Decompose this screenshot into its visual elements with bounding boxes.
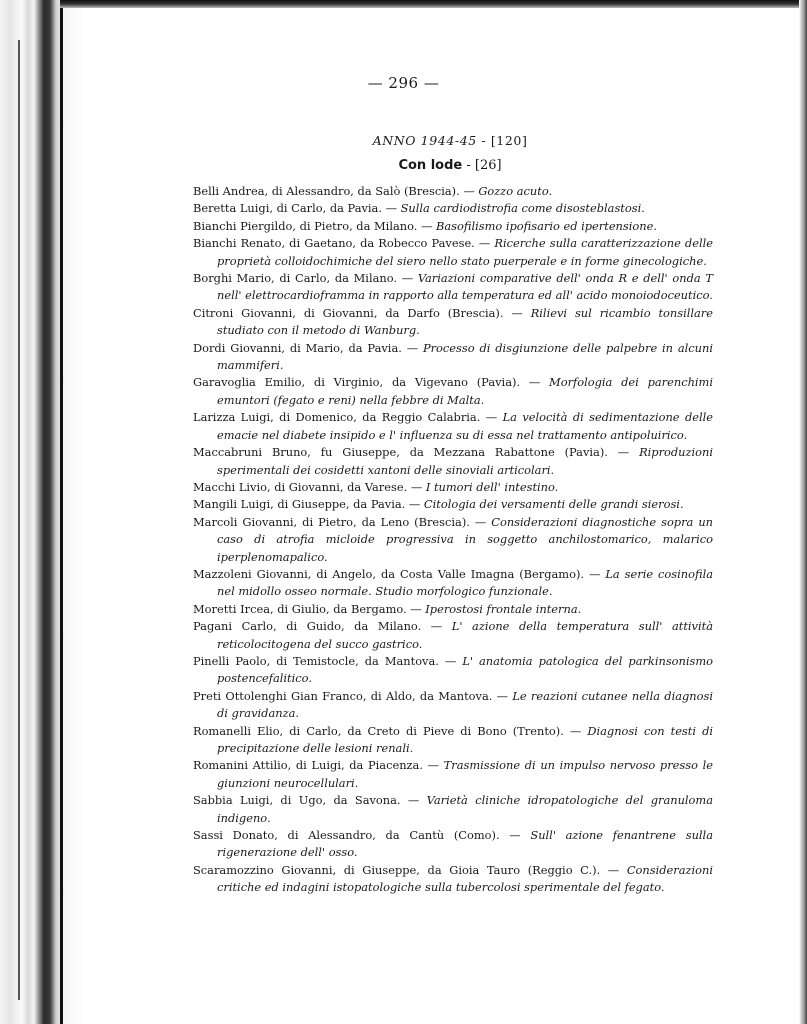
list-item [193,792,713,827]
list-item [193,305,713,340]
list-item [193,218,713,235]
list-item [193,688,713,723]
list-item [193,479,713,496]
entry-title: Variazioni comparative dell' onda R e dell' onda T nell' elettrocardioframma in rapporto alla temperatura ed all' acido monoiodoceutico. [217,271,713,303]
list-item [193,444,713,479]
entry-author: Bianchi Piergildo, di Pietro, da Milano. — [193,218,436,233]
entry-author: Moretti Ircea, di Giulio, da Bergamo. — [193,601,426,616]
list-item [193,409,713,444]
entry-author: Romanelli Elio, di Carlo, da Creto di Pieve di Bono (Trento). — [193,723,588,738]
section-separator: - [462,158,475,173]
list-item [193,514,713,566]
year-separator: - [476,133,491,148]
entry-title: I tumori dell' intestino. [425,479,559,494]
entry-title: Trasmissione di un impulso nervoso presso le giunzioni neurocellulari. [217,758,713,790]
list-item [193,757,713,792]
entry-title: Morfologia dei parenchimi emuntori (fegato e reni) nella febbre di Malta. [217,375,713,407]
list-item [193,183,713,200]
list-item [193,496,713,513]
entry-title: Processo di disgiunzione delle palpebre in alcuni mammiferi. [217,340,713,373]
entry-title: La serie cosinofila nel midollo osseo normale. Studio morfologico funzionale. [217,566,713,599]
entry-author: Mangili Luigi, di Giuseppe, da Pavia. — [193,497,424,512]
thesis-list [193,183,713,897]
entry-author: Borghi Mario, di Carlo, da Milano. — [193,271,418,286]
entry-title: L' anatomia patologica del parkinsonismo postencefalitico. [217,653,714,686]
entry-title: Considerazioni critiche ed indagini istopatologiche sulla tubercolosi sperimentale del fegato. [217,862,713,895]
entry-title: Gozzo acuto. [478,184,553,198]
entry-title: La velocità di sedimentazione delle emacie nel diabete insipido e l' influenza su di essa nel trattamento antipoluirico. [217,410,714,442]
entry-author: Mazzoleni Giovanni, di Angelo, da Costa Valle Imagna (Bergamo). — [193,566,606,581]
entry-title: Rilievi sul ricambio tonsillare studiato con il metodo di Wanburg. [217,305,713,338]
list-item [193,601,713,618]
section-label: Con lode [398,158,463,173]
list-item [193,862,713,897]
entry-title: Citologia dei versamenti delle grandi sierosi. [423,497,684,512]
list-item [193,827,713,862]
scan-artifact-line [18,40,20,1000]
entry-title: Sulla cardiodistrofia come disosteblastosi. [400,201,645,216]
list-item [193,653,713,688]
entry-author: Larizza Luigi, di Domenico, da Reggio Calabria. — [193,410,503,425]
entry-title: L' azione della temperatura sull' attività reticolocitogena del succo gastrico. [217,619,713,651]
list-item [193,270,713,305]
entry-author: Pinelli Paolo, di Temistocle, da Mantova. — [193,653,463,668]
year-label: ANNO 1944-45 [372,133,477,148]
entry-author: Bianchi Renato, di Gaetano, da Robecco Pavese. — [193,236,495,251]
entry-title: Considerazioni diagnostiche sopra un caso di atrofia micloide progressiva in soggetto anchilostomarico, malarico iperplenomapalico. [217,514,713,564]
list-item [193,618,713,653]
entry-author: Scaramozzino Giovanni, di Giuseppe, da Gioia Tauro (Reggio C.). — [193,862,627,877]
entry-author: Garavoglia Emilio, di Virginio, da Vigevano (Pavia). — [193,375,550,390]
scan-binding-edge [0,0,84,1024]
year-heading [0,133,807,148]
entry-title: Riproduzioni sperimentali dei cosidetti xantoni delle sinoviali articolari. [217,445,713,477]
entry-title: Sull' azione fenantrene sulla rigenerazione dell' osso. [217,828,713,860]
entry-title: Diagnosi con testi di precipitazione delle lesioni renali. [217,723,714,755]
entry-title: Basofilismo ipofisario ed ipertensione. [436,218,657,233]
entry-author: Belli Andrea, di Alessandro, da Salò (Brescia). — [193,184,479,198]
entry-author: Romanini Attilio, di Luigi, da Piacenza. — [193,758,444,773]
list-item [193,566,713,601]
scan-top-edge [60,0,807,8]
entry-author: Sassi Donato, di Alessandro, da Cantù (Como). — [193,828,531,843]
section-heading [0,158,807,173]
entry-author: Citroni Giovanni, di Giovanni, da Darfo (Brescia). — [193,305,531,320]
entry-author: Pagani Carlo, di Guido, da Milano. — [193,619,452,634]
list-item [193,374,713,409]
entry-title: Ricerche sulla caratterizzazione delle proprietà colloidochimiche del siero nello stato puerperale e in forme ginecologiche. [217,236,713,268]
entry-author: Dordi Giovanni, di Mario, da Pavia. — [193,340,423,355]
page-number: — 296 — [367,74,440,92]
list-item [193,723,713,758]
list-item [193,340,713,375]
entry-author: Sabbia Luigi, di Ugo, da Savona. — [193,793,427,808]
entry-title: Le reazioni cutanee nella diagnosi di gravidanza. [217,688,713,721]
list-item [193,200,713,217]
entry-author: Preti Ottolenghi Gian Franco, di Aldo, da Mantova. — [193,688,513,703]
list-item [193,235,713,270]
entry-title: Iperostosi frontale interna. [425,601,582,616]
scan-right-edge [799,0,807,1024]
entry-author: Macchi Livio, di Giovanni, da Varese. — [193,479,426,494]
scan-artifact-line [60,0,63,1024]
entry-author: Marcoli Giovanni, di Pietro, da Leno (Brescia). — [193,514,492,529]
section-count: [26] [474,158,502,173]
entry-author: Maccabruni Bruno, fu Giuseppe, da Mezzana Rabattone (Pavia). — [193,445,640,460]
entry-author: Beretta Luigi, di Carlo, da Pavia. — [193,201,401,216]
year-count: [120] [490,133,528,148]
entry-title: Varietà cliniche idropatologiche del granuloma indigeno. [217,793,714,825]
